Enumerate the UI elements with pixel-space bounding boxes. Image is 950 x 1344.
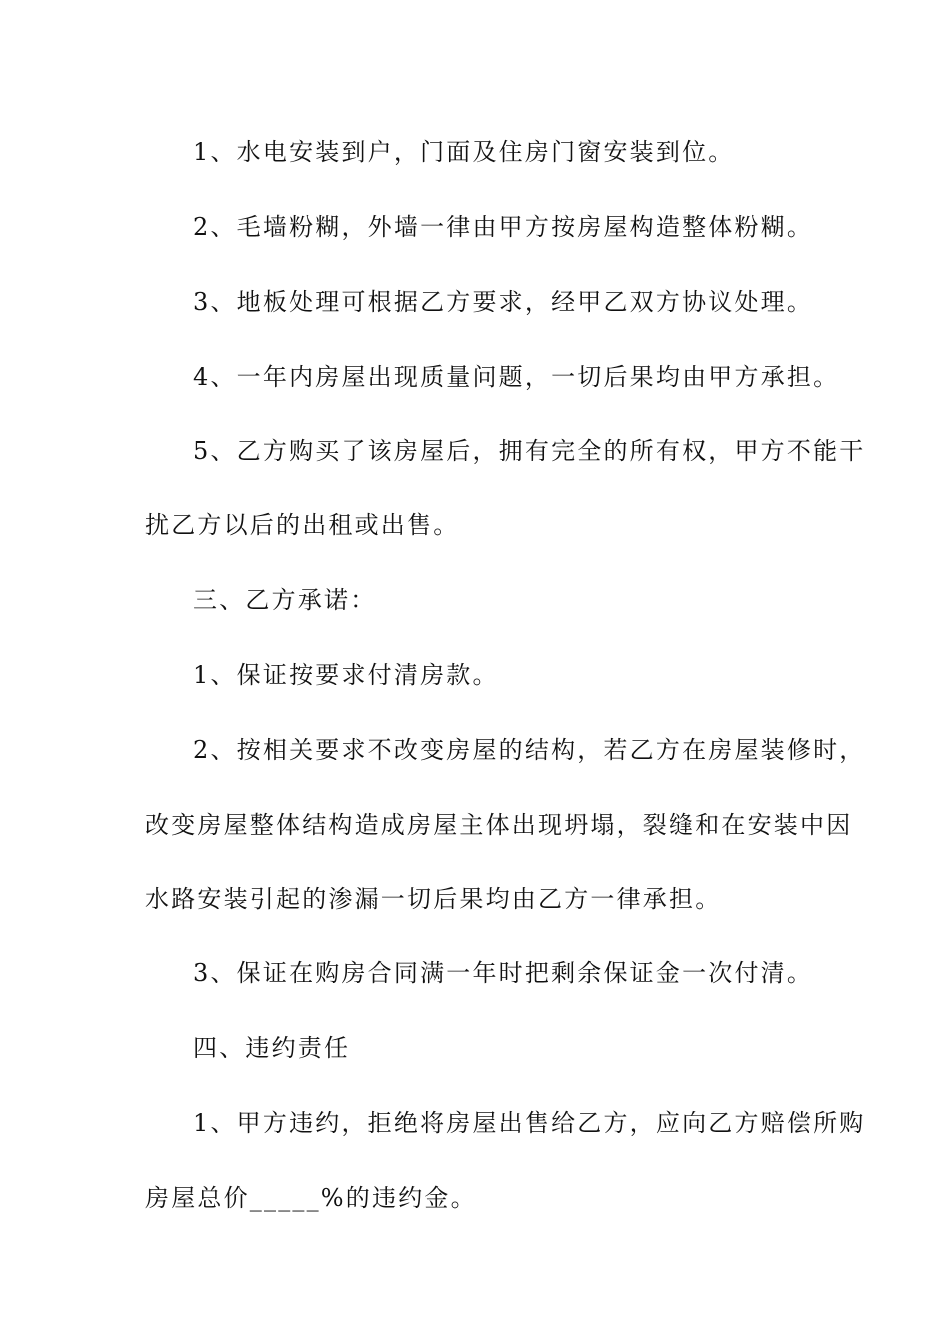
clause-seller-3: 3、地板处理可根据乙方要求，经甲乙双方协议处理。 — [193, 288, 814, 316]
clause-seller-1: 1、水电安装到户，门面及住房门窗安装到位。 — [193, 138, 735, 166]
clause-seller-5-cont: 扰乙方以后的出租或出售。 — [145, 511, 460, 539]
section-heading-breach: 四、违约责任 — [193, 1034, 351, 1062]
clause-seller-4: 4、一年内房屋出现质量问题，一切后果均由甲方承担。 — [193, 363, 840, 391]
clause-breach-1: 1、甲方违约，拒绝将房屋出售给乙方，应向乙方赔偿所购 — [193, 1109, 866, 1137]
clause-buyer-3: 3、保证在购房合同满一年时把剩余保证金一次付清。 — [193, 959, 814, 987]
section-heading-buyer: 三、乙方承诺： — [193, 586, 377, 614]
clause-seller-5: 5、乙方购买了该房屋后，拥有完全的所有权，甲方不能干 — [193, 437, 866, 465]
clause-seller-2: 2、毛墙粉糊，外墙一律由甲方按房屋构造整体粉糊。 — [193, 213, 814, 241]
clause-buyer-2-cont-1: 改变房屋整体结构造成房屋主体出现坍塌，裂缝和在安装中因 — [145, 811, 853, 839]
clause-buyer-1: 1、保证按要求付清房款。 — [193, 661, 499, 689]
clause-buyer-2-cont-2: 水路安装引起的渗漏一切后果均由乙方一律承担。 — [145, 885, 722, 913]
clause-breach-1-cont: 房屋总价_____%的违约金。 — [145, 1184, 477, 1212]
clause-buyer-2: 2、按相关要求不改变房屋的结构，若乙方在房屋装修时， — [193, 736, 866, 764]
